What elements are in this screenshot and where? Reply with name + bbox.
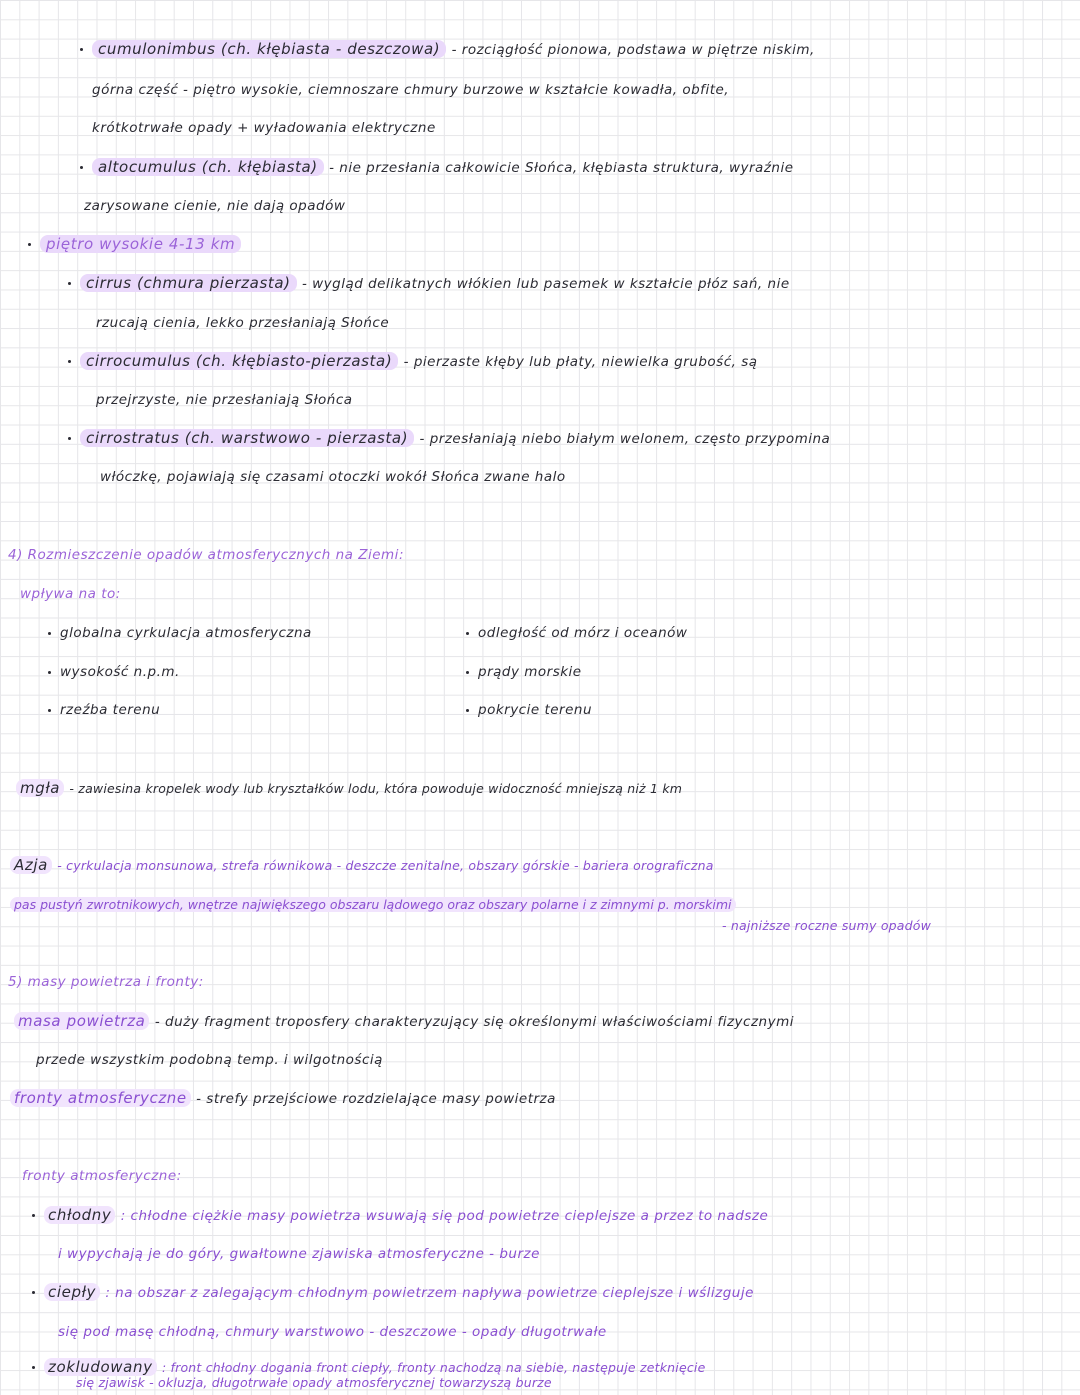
fronts-def-line (10, 1088, 556, 1109)
mist-term: mgła (16, 779, 64, 797)
airmass-desc: - duży fragment troposfery charakteryzujący się określonymi właściwościami fizycznymi (154, 1014, 794, 1030)
warm-front-desc: : na obszar z zalegającym chłodnym powietrzem napływa powietrze cieplejsze i wślizguje (105, 1285, 754, 1301)
asia-term: Azja (10, 856, 52, 874)
cirrostratus-desc: - przesłaniają niebo białym welonem, często przypomina (419, 431, 831, 447)
cirrus-term: cirrus (chmura pierzasta) (80, 274, 297, 292)
precip-left-item-2: wysokość n.p.m. (60, 664, 180, 680)
warm-front-desc-2: się pod masę chłodną, chmury warstwowo - deszczowe - opady długotrwałe (58, 1324, 607, 1340)
cirrostratus-desc-2: włóczkę, pojawiają się czasami otoczki wokół Słońca zwane halo (100, 469, 566, 485)
altocumulus-term: altocumulus (ch. kłębiasta) (92, 158, 324, 176)
cold-front-term: chłodny (44, 1206, 115, 1224)
cumulonimbus-desc: - rozciągłość pionowa, podstawa w piętrze niskim, (451, 42, 815, 58)
altocumulus-line (92, 157, 794, 178)
mist-line (16, 778, 682, 799)
cold-front-desc: : chłodne ciężkie masy powietrza wsuwają się pod powietrze cieplejsze a przez to nadsze (120, 1208, 769, 1224)
precip-affects: wpływa na to: (20, 586, 121, 602)
cumulonimbus-desc-2: górna część - piętro wysokie, ciemnoszare chmury burzowe w kształcie kowadła, obfite, (92, 82, 730, 98)
altocumulus-desc: - nie przesłania całkowicie Słońca, kłębiasta struktura, wyraźnie (329, 160, 794, 176)
airmass-term: masa powietrza (14, 1012, 149, 1030)
asia-desc-2-text: pas pustyń zwrotnikowych, wnętrze największego obszaru lądowego oraz obszary polarne i z zimnymi p. morskimi (10, 897, 736, 912)
precip-left-item-1: globalna cyrkulacja atmosferyczna (60, 625, 312, 641)
cumulonimbus-desc-3: krótkotrwałe opady + wyładowania elektryczne (92, 120, 436, 136)
cirrostratus-line (80, 428, 830, 449)
cumulonimbus-term: cumulonimbus (ch. kłębiasta - deszczowa) (92, 40, 446, 58)
precip-heading: 4) Rozmieszczenie opadów atmosferycznych na Ziemi: (8, 547, 404, 563)
cirrocumulus-desc: - pierzaste kłęby lub płaty, niewielka grubość, są (403, 354, 758, 370)
airmass-heading: 5) masy powietrza i fronty: (8, 974, 204, 990)
cirrostratus-term: cirrostratus (ch. warstwowo - pierzasta) (80, 429, 414, 447)
cold-front-desc-2: i wypychają je do góry, gwałtowne zjawiska atmosferyczne - burze (58, 1246, 540, 1262)
cirrus-desc: - wygląd delikatnych włókien lub pasemek w kształcie płóz sań, nie (301, 276, 790, 292)
fronts-def-term: fronty atmosferyczne (10, 1089, 191, 1107)
precip-right-item-1: odległość od mórz i oceanów (478, 625, 688, 641)
asia-desc-1: - cyrkulacja monsunowa, strefa równikowa - deszcze zenitalne, obszary górskie - bariera orograficzna (57, 858, 714, 873)
warm-front-term: ciepły (44, 1283, 100, 1301)
precip-left-item-3: rzeźba terenu (60, 702, 161, 718)
fronts-heading: fronty atmosferyczne: (22, 1168, 182, 1184)
cirrocumulus-line (80, 351, 758, 372)
cirrocumulus-desc-2: przejrzyste, nie przesłaniają Słońca (96, 392, 353, 408)
precip-right-item-2: prądy morskie (478, 664, 582, 680)
high-level-label: piętro wysokie 4-13 km (40, 235, 241, 253)
warm-front-line (44, 1282, 754, 1303)
cirrus-line (80, 273, 790, 294)
fronts-def-desc: - strefy przejściowe rozdzielające masy powietrza (196, 1091, 556, 1107)
precip-right-item-3: pokrycie terenu (478, 702, 593, 718)
occluded-front-desc: : front chłodny dogania front ciepły, fronty nachodzą na siebie, następuje zetknięcie (161, 1360, 706, 1375)
altocumulus-desc-2: zarysowane cienie, nie dają opadów (84, 198, 346, 214)
occluded-front-desc-2: się zjawisk - okluzja, długotrwałe opady atmosferycznej towarzyszą burze (76, 1375, 552, 1390)
asia-line (10, 855, 714, 876)
cold-front-line (44, 1205, 768, 1226)
airmass-line (14, 1011, 794, 1032)
asia-desc-2 (10, 895, 736, 915)
asia-desc-3: - najniższe roczne sumy opadów (722, 918, 932, 933)
cirrocumulus-term: cirrocumulus (ch. kłębiasto-pierzasta) (80, 352, 398, 370)
mist-desc: - zawiesina kropelek wody lub kryształków lodu, która powoduje widoczność mniejszą niż 1 km (69, 781, 683, 796)
cumulonimbus-line (92, 39, 815, 60)
cirrus-desc-2: rzucają cienia, lekko przesłaniają Słońce (96, 315, 390, 331)
high-level-heading (40, 234, 241, 254)
occluded-front-term: zokludowany (44, 1358, 157, 1376)
airmass-desc-2: przede wszystkim podobną temp. i wilgotnością (36, 1052, 383, 1068)
